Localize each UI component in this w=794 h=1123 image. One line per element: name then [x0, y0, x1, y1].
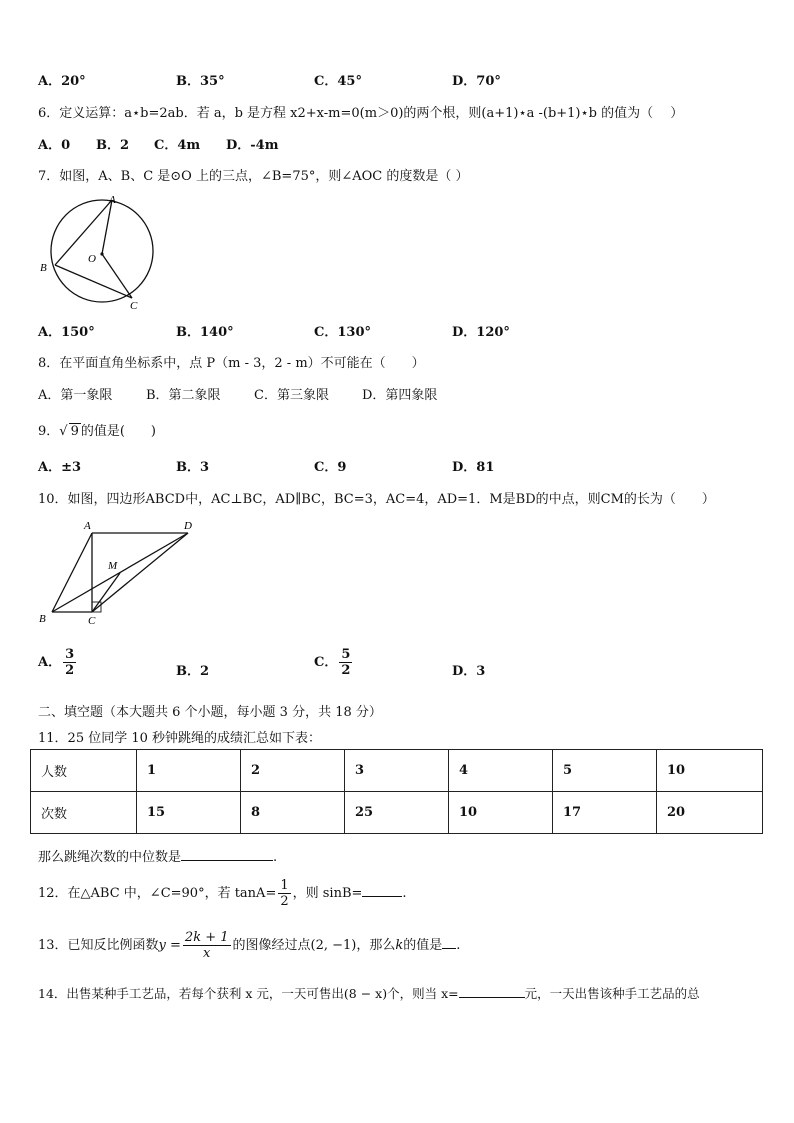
q11-tail-end: . [273, 850, 278, 865]
fraction-denominator: 2 [65, 663, 75, 678]
q7-option-d: D．120° [452, 325, 510, 340]
answer-blank[interactable] [442, 936, 456, 949]
q13-mid: 的图像经过点 [232, 938, 311, 953]
table-cell: 8 [241, 792, 345, 834]
label-b: B [39, 613, 46, 625]
q11-tail-text: 那么跳绳次数的中位数是 [38, 850, 182, 865]
q8-option-a: A．第一象限 [38, 388, 113, 403]
q5-option-b: B．35° [176, 74, 225, 89]
q12-fraction [278, 878, 290, 909]
answer-blank[interactable] [181, 848, 273, 861]
q13-fraction [183, 930, 231, 961]
label-c: C [88, 615, 96, 627]
sqrt-symbol: √ [59, 424, 68, 439]
q6-option-a: A．0 [38, 138, 71, 153]
q13-stem [38, 930, 460, 961]
section-title: 二、填空题（本大题共 6 个小题，每小题 3 分，共 18 分） [38, 705, 382, 720]
table-cell: 25 [345, 792, 449, 834]
q9-radicand: 9 [70, 424, 79, 439]
fraction-denominator: 2 [341, 663, 351, 678]
q7-stem: 7．如图，A、B、C 是⊙O 上的三点，∠B=75°，则∠AOC 的度数是（ ） [38, 169, 469, 184]
label-a: A [109, 194, 116, 206]
fraction-numerator: 2k + 1 [184, 930, 229, 945]
q9-option-c: C．9 [314, 460, 347, 475]
table-cell: 20 [657, 792, 763, 834]
label-d: D [184, 520, 192, 532]
q14-pre: 14．出售某种手工艺品，若每个获利 x 元，一天可售出 [38, 986, 344, 1001]
label-m: M [108, 560, 118, 572]
q10-option-a-fraction [63, 647, 76, 678]
q10-option-d-value: 3 [476, 664, 486, 679]
table-row [31, 750, 763, 792]
q12-stem [38, 878, 407, 909]
table-cell: 15 [137, 792, 241, 834]
q12-post: ，则 sinB= [292, 886, 363, 901]
q9-stem-tail: 的值是( ) [80, 424, 157, 439]
table-cell: 10 [449, 792, 553, 834]
fraction-numerator: 5 [341, 647, 351, 662]
q13-var: k [395, 938, 404, 953]
table-cell: 1 [137, 750, 241, 792]
fraction-numerator: 3 [65, 647, 75, 662]
label-o: O [88, 253, 96, 265]
q10-option-d [452, 660, 485, 679]
q13-func-lhs: y = [158, 938, 181, 953]
q8-option-b: B．第二象限 [146, 388, 221, 403]
q9-number: 9． [38, 424, 60, 439]
q10-option-b-value: 2 [200, 664, 210, 679]
q10-quadrilateral-figure [36, 516, 206, 628]
q13-point: (2, −1) [310, 938, 357, 953]
table-row [31, 792, 763, 834]
table-cell: 10 [657, 750, 763, 792]
label-c: C [130, 300, 138, 312]
q11-stem: 11．25 位同学 10 秒钟跳绳的成绩汇总如下表： [38, 731, 322, 746]
q13-mid2: ，那么 [356, 938, 396, 953]
table-cell: 17 [553, 792, 657, 834]
q14-stem [38, 984, 700, 1002]
q10-stem: 10．如图，四边形ABCD中，AC⊥BC，AD∥BC，BC=3，AC=4，AD=1．M是BD的中点，则CM的长为（ ） [38, 492, 715, 507]
q7-option-b: B．140° [176, 325, 234, 340]
q10-option-b [176, 660, 209, 679]
q8-option-d: D．第四象限 [362, 388, 438, 403]
q6-stem: 6．定义运算：a⋆b=2ab．若 a，b 是方程 x2+x-m=0(m＞0)的两个根，则(a+1)⋆a -(b+1)⋆b 的值为（ ） [38, 106, 684, 121]
q10-option-a [38, 647, 78, 678]
q14-expr: (8 − x) [343, 986, 388, 1001]
q8-stem: 8．在平面直角坐标系中，点 P（m - 3，2 - m）不可能在（ ） [38, 356, 425, 371]
table-cell: 2 [241, 750, 345, 792]
q6-option-b: B．2 [96, 138, 130, 153]
segment-oa [102, 200, 112, 254]
label-b: B [40, 262, 47, 274]
center-point [100, 252, 103, 255]
q10-option-c [314, 647, 354, 678]
q14-post: 元，一天出售该种手工艺品的总 [524, 986, 700, 1001]
q8-option-c: C．第三象限 [254, 388, 329, 403]
table-cell: 次数 [31, 792, 137, 834]
table-cell: 5 [553, 750, 657, 792]
q9-option-a: A．±3 [38, 460, 82, 475]
q12-end: . [402, 886, 407, 901]
q5-option-a: A．20° [38, 74, 86, 89]
q9-option-b: B．3 [176, 460, 210, 475]
q10-option-d-prefix: D． [452, 664, 477, 679]
q14-mid: 个，则当 x= [387, 986, 459, 1001]
q11-tail [38, 846, 277, 865]
q10-option-b-prefix: B． [176, 664, 200, 679]
segment-cd [92, 533, 188, 612]
q11-table [30, 749, 763, 834]
q7-option-a: A．150° [38, 325, 95, 340]
q7-option-c: C．130° [314, 325, 371, 340]
q6-option-c: C．4m [154, 138, 201, 153]
q7-circle-figure [36, 192, 164, 312]
fraction-numerator: 1 [280, 878, 289, 893]
q10-option-c-fraction [339, 647, 352, 678]
label-a: A [84, 520, 91, 532]
answer-blank[interactable] [362, 884, 402, 897]
q13-post: 的值是 [403, 938, 443, 953]
q13-end: . [456, 938, 461, 953]
q10-option-a-prefix: A． [38, 655, 62, 670]
q5-option-c: C．45° [314, 74, 362, 89]
q10-option-c-prefix: C． [314, 655, 338, 670]
table-cell: 3 [345, 750, 449, 792]
q13-pre: 13．已知反比例函数 [38, 938, 159, 953]
q12-pre: 12．在△ABC 中，∠C=90°，若 tanA= [38, 886, 277, 901]
q9-stem [38, 420, 156, 439]
table-cell: 4 [449, 750, 553, 792]
q6-option-d: D．-4m [226, 138, 279, 153]
answer-blank[interactable] [459, 985, 525, 998]
fraction-denominator: 2 [280, 894, 289, 909]
q9-option-d: D．81 [452, 460, 495, 475]
fraction-denominator: x [203, 946, 211, 961]
table-cell: 人数 [31, 750, 137, 792]
q5-option-d: D．70° [452, 74, 501, 89]
